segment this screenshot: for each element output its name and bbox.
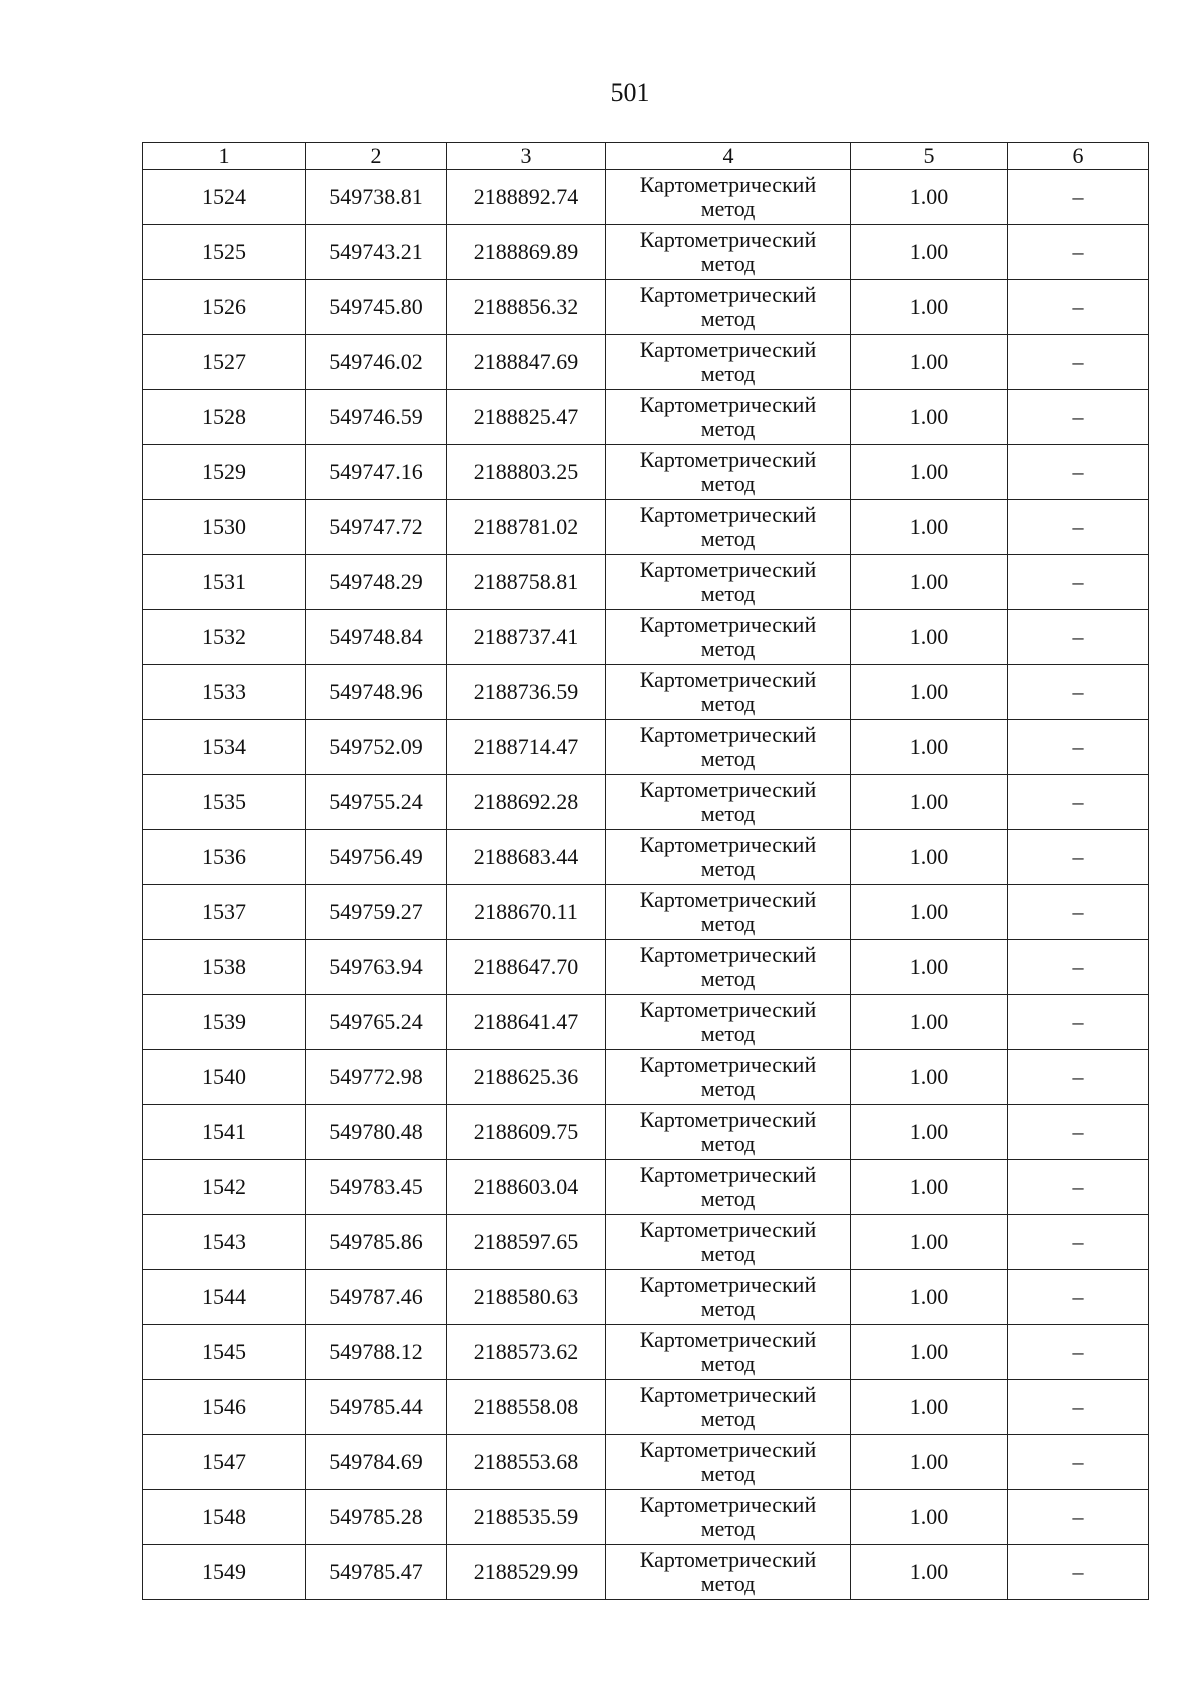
y-coordinate-cell: 2188609.75 [447, 1105, 606, 1160]
method-line-1: Картометрический [639, 392, 817, 417]
note-cell: – [1008, 1270, 1149, 1325]
accuracy-cell: 1.00 [851, 1545, 1008, 1600]
accuracy-cell: 1.00 [851, 390, 1008, 445]
method-line-2: метод [700, 856, 756, 881]
method-line-2: метод [700, 691, 756, 716]
table-body [143, 170, 1149, 1600]
method-cell [606, 555, 851, 610]
note-cell: – [1008, 1050, 1149, 1105]
accuracy-cell: 1.00 [851, 335, 1008, 390]
method-cell [606, 445, 851, 500]
note-cell: – [1008, 720, 1149, 775]
method-line-1: Картометрический [639, 1437, 817, 1462]
note-cell: – [1008, 610, 1149, 665]
point-number-cell: 1549 [143, 1545, 306, 1600]
method-line-2: метод [700, 526, 756, 551]
y-coordinate-cell: 2188781.02 [447, 500, 606, 555]
y-coordinate-cell: 2188573.62 [447, 1325, 606, 1380]
point-number-cell: 1537 [143, 885, 306, 940]
table-row [143, 610, 1149, 665]
y-coordinate-cell: 2188692.28 [447, 775, 606, 830]
coordinates-table [142, 142, 1149, 1600]
x-coordinate-cell: 549748.84 [306, 610, 447, 665]
point-number-cell: 1543 [143, 1215, 306, 1270]
column-header: 2 [306, 143, 447, 170]
y-coordinate-cell: 2188683.44 [447, 830, 606, 885]
method-line-1: Картометрический [639, 337, 817, 362]
accuracy-cell: 1.00 [851, 555, 1008, 610]
column-header: 1 [143, 143, 306, 170]
table-row [143, 1435, 1149, 1490]
method-line-1: Картометрический [639, 832, 817, 857]
y-coordinate-cell: 2188529.99 [447, 1545, 606, 1600]
column-header: 6 [1008, 143, 1149, 170]
method-cell [606, 1435, 851, 1490]
point-number-cell: 1534 [143, 720, 306, 775]
accuracy-cell: 1.00 [851, 940, 1008, 995]
x-coordinate-cell: 549784.69 [306, 1435, 447, 1490]
method-line-2: метод [700, 966, 756, 991]
method-cell [606, 390, 851, 445]
point-number-cell: 1540 [143, 1050, 306, 1105]
point-number-cell: 1541 [143, 1105, 306, 1160]
y-coordinate-cell: 2188580.63 [447, 1270, 606, 1325]
method-cell [606, 1380, 851, 1435]
table-row [143, 830, 1149, 885]
accuracy-cell: 1.00 [851, 885, 1008, 940]
point-number-cell: 1546 [143, 1380, 306, 1435]
method-line-1: Картометрический [639, 227, 817, 252]
method-line-2: метод [700, 196, 756, 221]
point-number-cell: 1527 [143, 335, 306, 390]
x-coordinate-cell: 549765.24 [306, 995, 447, 1050]
table-row [143, 445, 1149, 500]
table-row [143, 555, 1149, 610]
note-cell: – [1008, 1380, 1149, 1435]
method-line-1: Картометрический [639, 777, 817, 802]
x-coordinate-cell: 549780.48 [306, 1105, 447, 1160]
method-line-1: Картометрический [639, 502, 817, 527]
x-coordinate-cell: 549772.98 [306, 1050, 447, 1105]
point-number-cell: 1528 [143, 390, 306, 445]
accuracy-cell: 1.00 [851, 1325, 1008, 1380]
accuracy-cell: 1.00 [851, 1490, 1008, 1545]
method-line-2: метод [700, 1461, 756, 1486]
accuracy-cell: 1.00 [851, 225, 1008, 280]
y-coordinate-cell: 2188869.89 [447, 225, 606, 280]
point-number-cell: 1542 [143, 1160, 306, 1215]
note-cell: – [1008, 335, 1149, 390]
y-coordinate-cell: 2188803.25 [447, 445, 606, 500]
accuracy-cell: 1.00 [851, 1270, 1008, 1325]
method-line-2: метод [700, 416, 756, 441]
accuracy-cell: 1.00 [851, 720, 1008, 775]
point-number-cell: 1532 [143, 610, 306, 665]
method-cell [606, 225, 851, 280]
method-cell [606, 1545, 851, 1600]
note-cell: – [1008, 995, 1149, 1050]
y-coordinate-cell: 2188856.32 [447, 280, 606, 335]
method-line-2: метод [700, 1186, 756, 1211]
note-cell: – [1008, 1105, 1149, 1160]
method-line-1: Картометрический [639, 1272, 817, 1297]
x-coordinate-cell: 549747.72 [306, 500, 447, 555]
table-row [143, 1380, 1149, 1435]
accuracy-cell: 1.00 [851, 1435, 1008, 1490]
method-line-2: метод [700, 911, 756, 936]
table-row [143, 170, 1149, 225]
x-coordinate-cell: 549746.59 [306, 390, 447, 445]
table-row [143, 995, 1149, 1050]
x-coordinate-cell: 549788.12 [306, 1325, 447, 1380]
x-coordinate-cell: 549787.46 [306, 1270, 447, 1325]
point-number-cell: 1529 [143, 445, 306, 500]
y-coordinate-cell: 2188558.08 [447, 1380, 606, 1435]
note-cell: – [1008, 390, 1149, 445]
method-line-2: метод [700, 1241, 756, 1266]
method-line-1: Картометрический [639, 942, 817, 967]
y-coordinate-cell: 2188825.47 [447, 390, 606, 445]
note-cell: – [1008, 665, 1149, 720]
method-line-2: метод [700, 1516, 756, 1541]
accuracy-cell: 1.00 [851, 1160, 1008, 1215]
note-cell: – [1008, 1215, 1149, 1270]
method-line-2: метод [700, 1076, 756, 1101]
accuracy-cell: 1.00 [851, 775, 1008, 830]
method-cell [606, 995, 851, 1050]
method-line-2: метод [700, 581, 756, 606]
accuracy-cell: 1.00 [851, 830, 1008, 885]
accuracy-cell: 1.00 [851, 1215, 1008, 1270]
accuracy-cell: 1.00 [851, 1105, 1008, 1160]
method-cell [606, 665, 851, 720]
x-coordinate-cell: 549745.80 [306, 280, 447, 335]
y-coordinate-cell: 2188736.59 [447, 665, 606, 720]
method-cell [606, 610, 851, 665]
point-number-cell: 1526 [143, 280, 306, 335]
y-coordinate-cell: 2188553.68 [447, 1435, 606, 1490]
method-cell [606, 940, 851, 995]
method-cell [606, 1490, 851, 1545]
method-line-1: Картометрический [639, 1547, 817, 1572]
table-row [143, 720, 1149, 775]
table-row [143, 1050, 1149, 1105]
y-coordinate-cell: 2188641.47 [447, 995, 606, 1050]
x-coordinate-cell: 549755.24 [306, 775, 447, 830]
table-row [143, 1270, 1149, 1325]
table-row [143, 885, 1149, 940]
y-coordinate-cell: 2188892.74 [447, 170, 606, 225]
table-row [143, 665, 1149, 720]
method-line-1: Картометрический [639, 1492, 817, 1517]
point-number-cell: 1536 [143, 830, 306, 885]
method-line-1: Картометрический [639, 1382, 817, 1407]
method-line-2: метод [700, 636, 756, 661]
method-cell [606, 720, 851, 775]
method-line-1: Картометрический [639, 1052, 817, 1077]
table-row [143, 1490, 1149, 1545]
method-line-2: метод [700, 361, 756, 386]
table-row [143, 1325, 1149, 1380]
note-cell: – [1008, 225, 1149, 280]
note-cell: – [1008, 170, 1149, 225]
method-line-2: метод [700, 1021, 756, 1046]
table-row [143, 1160, 1149, 1215]
x-coordinate-cell: 549759.27 [306, 885, 447, 940]
note-cell: – [1008, 555, 1149, 610]
method-cell [606, 170, 851, 225]
table-row [143, 775, 1149, 830]
table-row [143, 1105, 1149, 1160]
method-line-1: Картометрический [639, 447, 817, 472]
method-cell [606, 280, 851, 335]
x-coordinate-cell: 549746.02 [306, 335, 447, 390]
method-cell [606, 1105, 851, 1160]
accuracy-cell: 1.00 [851, 995, 1008, 1050]
y-coordinate-cell: 2188625.36 [447, 1050, 606, 1105]
accuracy-cell: 1.00 [851, 280, 1008, 335]
method-line-2: метод [700, 1571, 756, 1596]
point-number-cell: 1547 [143, 1435, 306, 1490]
accuracy-cell: 1.00 [851, 610, 1008, 665]
method-line-2: метод [700, 1351, 756, 1376]
x-coordinate-cell: 549748.96 [306, 665, 447, 720]
accuracy-cell: 1.00 [851, 170, 1008, 225]
x-coordinate-cell: 549748.29 [306, 555, 447, 610]
table-row [143, 335, 1149, 390]
table-row [143, 500, 1149, 555]
point-number-cell: 1530 [143, 500, 306, 555]
note-cell: – [1008, 445, 1149, 500]
point-number-cell: 1548 [143, 1490, 306, 1545]
point-number-cell: 1539 [143, 995, 306, 1050]
method-cell [606, 1160, 851, 1215]
x-coordinate-cell: 549783.45 [306, 1160, 447, 1215]
method-line-2: метод [700, 471, 756, 496]
method-line-2: метод [700, 306, 756, 331]
y-coordinate-cell: 2188847.69 [447, 335, 606, 390]
method-line-1: Картометрический [639, 997, 817, 1022]
method-cell [606, 1325, 851, 1380]
method-line-2: метод [700, 1131, 756, 1156]
method-line-1: Картометрический [639, 1162, 817, 1187]
accuracy-cell: 1.00 [851, 1380, 1008, 1435]
note-cell: – [1008, 830, 1149, 885]
table-row [143, 280, 1149, 335]
method-cell [606, 1270, 851, 1325]
note-cell: – [1008, 1435, 1149, 1490]
note-cell: – [1008, 1160, 1149, 1215]
x-coordinate-cell: 549785.47 [306, 1545, 447, 1600]
x-coordinate-cell: 549752.09 [306, 720, 447, 775]
method-line-1: Картометрический [639, 667, 817, 692]
table-row [143, 1545, 1149, 1600]
x-coordinate-cell: 549756.49 [306, 830, 447, 885]
table-row [143, 225, 1149, 280]
x-coordinate-cell: 549785.44 [306, 1380, 447, 1435]
method-line-1: Картометрический [639, 887, 817, 912]
accuracy-cell: 1.00 [851, 445, 1008, 500]
x-coordinate-cell: 549747.16 [306, 445, 447, 500]
column-header: 5 [851, 143, 1008, 170]
x-coordinate-cell: 549785.86 [306, 1215, 447, 1270]
point-number-cell: 1544 [143, 1270, 306, 1325]
method-line-1: Картометрический [639, 1217, 817, 1242]
method-line-1: Картометрический [639, 557, 817, 582]
accuracy-cell: 1.00 [851, 500, 1008, 555]
x-coordinate-cell: 549785.28 [306, 1490, 447, 1545]
y-coordinate-cell: 2188597.65 [447, 1215, 606, 1270]
x-coordinate-cell: 549763.94 [306, 940, 447, 995]
point-number-cell: 1524 [143, 170, 306, 225]
method-line-2: метод [700, 746, 756, 771]
table-row [143, 1215, 1149, 1270]
note-cell: – [1008, 1325, 1149, 1380]
method-cell [606, 335, 851, 390]
table-row [143, 390, 1149, 445]
note-cell: – [1008, 1545, 1149, 1600]
method-cell [606, 775, 851, 830]
x-coordinate-cell: 549743.21 [306, 225, 447, 280]
point-number-cell: 1535 [143, 775, 306, 830]
page-number: 501 [610, 78, 650, 107]
accuracy-cell: 1.00 [851, 1050, 1008, 1105]
method-line-1: Картометрический [639, 282, 817, 307]
method-cell [606, 1215, 851, 1270]
method-cell [606, 1050, 851, 1105]
point-number-cell: 1533 [143, 665, 306, 720]
note-cell: – [1008, 940, 1149, 995]
y-coordinate-cell: 2188603.04 [447, 1160, 606, 1215]
x-coordinate-cell: 549738.81 [306, 170, 447, 225]
method-cell [606, 830, 851, 885]
note-cell: – [1008, 280, 1149, 335]
method-line-1: Картометрический [639, 1107, 817, 1132]
method-line-2: метод [700, 251, 756, 276]
y-coordinate-cell: 2188714.47 [447, 720, 606, 775]
column-header: 3 [447, 143, 606, 170]
y-coordinate-cell: 2188758.81 [447, 555, 606, 610]
point-number-cell: 1545 [143, 1325, 306, 1380]
method-line-1: Картометрический [639, 612, 817, 637]
method-line-2: метод [700, 1296, 756, 1321]
method-line-1: Картометрический [639, 722, 817, 747]
table-header-row [143, 143, 1149, 170]
point-number-cell: 1538 [143, 940, 306, 995]
note-cell: – [1008, 1490, 1149, 1545]
y-coordinate-cell: 2188737.41 [447, 610, 606, 665]
method-line-2: метод [700, 1406, 756, 1431]
column-header: 4 [606, 143, 851, 170]
accuracy-cell: 1.00 [851, 665, 1008, 720]
method-cell [606, 500, 851, 555]
y-coordinate-cell: 2188535.59 [447, 1490, 606, 1545]
method-line-1: Картометрический [639, 1327, 817, 1352]
method-cell [606, 885, 851, 940]
note-cell: – [1008, 500, 1149, 555]
y-coordinate-cell: 2188647.70 [447, 940, 606, 995]
note-cell: – [1008, 775, 1149, 830]
table-row [143, 940, 1149, 995]
point-number-cell: 1531 [143, 555, 306, 610]
note-cell: – [1008, 885, 1149, 940]
method-line-2: метод [700, 801, 756, 826]
method-line-1: Картометрический [639, 172, 817, 197]
y-coordinate-cell: 2188670.11 [447, 885, 606, 940]
point-number-cell: 1525 [143, 225, 306, 280]
